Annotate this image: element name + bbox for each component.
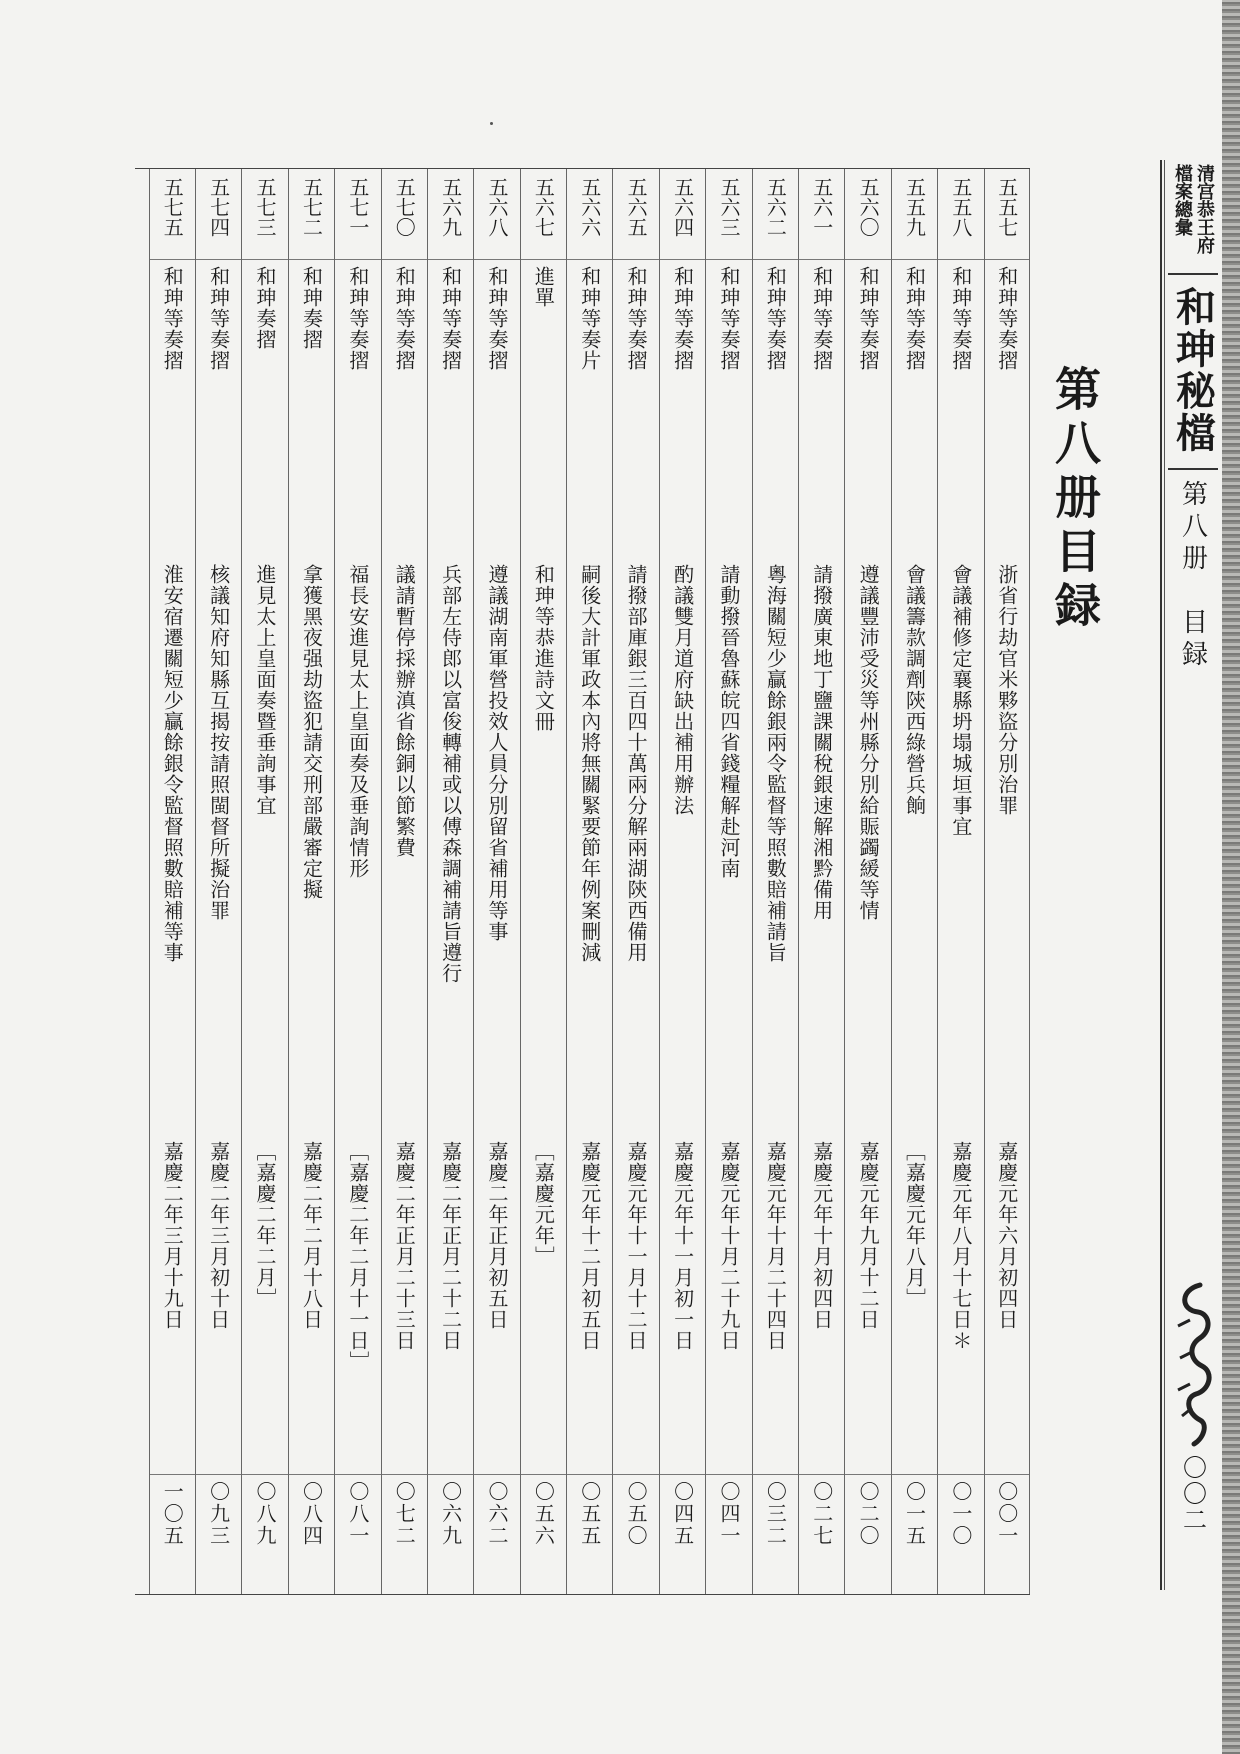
entry-page [521,1481,566,1591]
entry-date [196,1141,241,1461]
cell-divider [521,259,566,260]
cell-divider [799,259,844,260]
cell-divider [938,1474,983,1475]
entry-page-text: 〇二七 [809,1481,834,1547]
entry-number [474,177,519,262]
entry-title-text: 福長安進見太上皇面奏及垂詢情形 [345,564,370,879]
entry-page-text: 〇二〇 [856,1481,881,1547]
document-type [335,266,380,566]
entry-date-text: 嘉慶二年正月二十二日 [438,1141,463,1351]
toc-row [381,169,427,1594]
toc-row [195,169,241,1594]
entry-number [335,177,380,262]
cell-divider [613,1474,658,1475]
document-type-text: 和珅等奏摺 [856,266,881,371]
document-type-text: 和珅等奏摺 [809,266,834,371]
cell-divider [289,259,334,260]
entry-number-text: 五七二 [299,177,324,237]
cell-divider [845,259,890,260]
entry-title-text: 酌議雙月道府缺出補用辦法 [670,564,695,816]
entry-number-text: 五六八 [485,177,509,237]
entry-date-text: ［嘉慶元年］ [531,1141,556,1267]
entry-number [289,177,334,262]
cell-divider [753,259,798,260]
document-type [382,266,427,566]
entry-title [289,564,334,1164]
series-line-1: 清宫恭王府 [1194,164,1215,254]
binding-edge [1222,0,1240,1754]
entry-title [892,564,937,1164]
toc-row [241,169,287,1594]
toc-row [288,169,334,1594]
entry-date-text: 嘉慶二年三月十九日 [160,1141,185,1330]
entry-page [799,1481,844,1591]
entry-number [845,177,890,262]
entry-date-text: 嘉慶元年十月初四日 [809,1141,834,1330]
document-type [845,266,890,566]
document-type [753,266,798,566]
document-type [660,266,705,566]
entry-page-text: 〇六九 [438,1481,463,1547]
entry-number-text: 五六三 [716,177,741,237]
entry-number [938,177,983,262]
entry-page [150,1481,195,1591]
cell-divider [938,259,983,260]
document-type-text: 進單 [531,266,556,308]
entry-page [845,1481,890,1591]
cell-divider [567,259,612,260]
cell-divider [892,1474,937,1475]
document-type [567,266,612,566]
paper-speck [490,122,493,125]
entry-title [706,564,751,1164]
toc-table [135,168,1030,1595]
entry-page-text: 〇五六 [531,1481,556,1547]
cell-divider [474,1474,519,1475]
entry-number-text: 五六五 [624,177,649,237]
entry-date [799,1141,844,1461]
entry-date [289,1141,334,1461]
entry-page-text: 〇〇一 [994,1481,1019,1547]
entry-title-text: 進見太上皇面奏暨垂詢事宜 [253,564,278,816]
page-heading-text: 第八册目録 [1048,365,1102,635]
document-type [521,266,566,566]
toc-row [520,169,566,1594]
toc-row [798,169,844,1594]
entry-number [706,177,751,262]
toc-row [844,169,890,1594]
entry-date [567,1141,612,1461]
entry-page [474,1481,519,1591]
toc-row [566,169,612,1594]
document-type [706,266,751,566]
cell-divider [428,259,473,260]
entry-number-text: 五六四 [670,177,695,237]
entry-number [753,177,798,262]
entry-date-text: 嘉慶二年三月初十日 [206,1141,231,1330]
entry-number-text: 五五八 [948,177,973,237]
cell-divider [706,259,751,260]
entry-date [382,1141,427,1461]
entry-number-text: 五七一 [345,177,370,237]
cell-divider [242,259,287,260]
volume-label-text: 第八册 目録 [1177,480,1208,672]
entry-title-text: 議請暫停採辦滇省餘銅以節繁費 [392,564,417,858]
document-type-text: 和珅等奏片 [577,266,602,371]
entry-title [521,564,566,1164]
cell-divider [474,259,519,260]
toc-row [612,169,658,1594]
document-type [892,266,937,566]
document-type [613,266,658,566]
cell-divider [985,1474,1029,1475]
entry-title-text: 嗣後大計軍政本內將無關緊要節年例案刪減 [577,564,602,963]
document-type-text: 和珅等奏摺 [345,266,370,371]
entry-date [150,1141,195,1461]
entry-date-text: ［嘉慶二年二月］ [253,1141,278,1309]
document-type [799,266,844,566]
document-type-text: 和珅等奏摺 [206,266,231,371]
entry-title [242,564,287,1164]
entry-title [150,564,195,1164]
entry-page [382,1481,427,1591]
entry-page [938,1481,983,1591]
entry-number-text: 五六二 [763,177,788,237]
entry-date-text: 嘉慶二年正月二十三日 [392,1141,417,1351]
toc-row [984,169,1030,1594]
entry-number-text: 五五七 [994,177,1019,237]
document-type-text: 和珅等奏摺 [438,266,463,371]
entry-title-text: 粵海關短少贏餘銀兩令監督等照數賠補請旨 [763,564,788,963]
entry-title [382,564,427,1164]
document-type-text: 和珅奏摺 [299,266,324,350]
entry-date [660,1141,705,1461]
entry-page-text: 〇八九 [253,1481,278,1547]
entry-page-text: 〇五五 [577,1481,602,1547]
entry-title [938,564,983,1164]
entry-date [845,1141,890,1461]
entry-title [335,564,380,1164]
entry-date [985,1141,1029,1461]
entry-date-text: 嘉慶元年十月二十九日 [716,1141,741,1351]
entry-page-text: 〇三二 [763,1481,788,1547]
entry-number [613,177,658,262]
cell-divider [521,1474,566,1475]
entry-title-text: 拿獲黑夜强劫盜犯請交刑部嚴審定擬 [299,564,324,900]
entry-page-text: 〇八四 [299,1481,324,1547]
toc-row [937,169,983,1594]
page-number-text: 〇〇二 [1178,1455,1207,1533]
entry-number [428,177,473,262]
cell-divider [150,1474,195,1475]
entry-page [428,1481,473,1591]
entry-title-text: 請撥部庫銀三百四十萬兩分解兩湖陝西備用 [624,564,649,963]
entry-date-text: 嘉慶二年正月初五日 [485,1141,509,1330]
cell-divider [799,1474,844,1475]
cell-divider [335,1474,380,1475]
cell-divider [613,259,658,260]
toc-row [334,169,380,1594]
document-type-text: 和珅等奏摺 [994,266,1019,371]
cell-divider [196,1474,241,1475]
toc-row [473,169,519,1594]
entry-date-text: 嘉慶元年八月十七日＊ [948,1141,973,1351]
entry-number [567,177,612,262]
document-type [242,266,287,566]
toc-row [705,169,751,1594]
entry-title-text: 會議籌款調劑陝西綠營兵餉 [902,564,927,816]
document-type [428,266,473,566]
entry-page [196,1481,241,1591]
toc-row [149,169,195,1594]
entry-date-text: 嘉慶元年十一月十二日 [624,1141,649,1351]
entry-date [613,1141,658,1461]
entry-date [706,1141,751,1461]
document-type-text: 和珅等奏摺 [763,266,788,371]
entry-number [242,177,287,262]
entry-title [613,564,658,1164]
document-type-text: 和珅等奏摺 [902,266,927,371]
entry-page-text: 一〇五 [160,1481,185,1547]
document-type-text: 和珅等奏摺 [716,266,741,371]
entry-date [892,1141,937,1461]
entry-title-text: 核議知府知縣互揭按請照閩督所擬治罪 [206,564,231,921]
cell-divider [382,1474,427,1475]
entry-date [938,1141,983,1461]
entry-page [985,1481,1029,1591]
entry-title-text: 浙省行劫官米夥盜分別治罪 [994,564,1019,816]
entry-date-text: 嘉慶元年十二月初五日 [577,1141,602,1351]
entry-page [613,1481,658,1591]
entry-title-text: 淮安宿遷關短少贏餘銀令監督照數賠補等事 [160,564,185,963]
series-title [1168,160,1218,275]
cell-divider [845,1474,890,1475]
cell-divider [706,1474,751,1475]
entry-page-text: 〇一〇 [948,1481,973,1547]
document-type [289,266,334,566]
cell-divider [660,1474,705,1475]
entry-number [799,177,844,262]
document-type [150,266,195,566]
entry-title-text: 會議補修定襄縣坍塌城垣事宜 [948,564,973,837]
document-type-text: 和珅等奏摺 [670,266,695,371]
entry-page [289,1481,334,1591]
cell-divider [335,259,380,260]
dragon-ornament-icon [1170,1280,1220,1450]
document-type-text: 和珅等奏摺 [624,266,649,371]
entry-page-text: 〇四一 [716,1481,741,1547]
series-line-2: 檔案總彙 [1172,164,1193,236]
entry-number-text: 五六六 [577,177,602,237]
book-title-text: 和珅秘檔 [1169,286,1217,454]
entry-page [660,1481,705,1591]
document-type-text: 和珅等奏摺 [392,266,417,371]
entry-date [753,1141,798,1461]
document-type [938,266,983,566]
entry-title [845,564,890,1164]
entry-date-text: 嘉慶元年六月初四日 [994,1141,1019,1330]
cell-divider [150,259,195,260]
entry-title [428,564,473,1164]
entry-number-text: 五六一 [809,177,834,237]
entry-title-text: 請撥廣東地丁鹽課關稅銀速解湘黔備用 [809,564,834,921]
entry-page [892,1481,937,1591]
document-type-text: 和珅等奏摺 [485,266,509,371]
entry-number-text: 五七四 [206,177,231,237]
entry-title [660,564,705,1164]
toc-row [752,169,798,1594]
entry-page [753,1481,798,1591]
cell-divider [660,259,705,260]
toc-row [659,169,705,1594]
entry-title [196,564,241,1164]
entry-number [382,177,427,262]
book-title [1168,280,1218,470]
entry-page-text: 〇八一 [345,1481,370,1547]
entry-number-text: 五七〇 [392,177,417,237]
entry-date [242,1141,287,1461]
entry-page-text: 〇九三 [206,1481,231,1547]
cell-divider [985,259,1029,260]
entry-page-text: 〇六二 [485,1481,509,1547]
entry-date-text: 嘉慶元年十月二十四日 [763,1141,788,1351]
entry-title [799,564,844,1164]
entry-title [474,564,519,1164]
document-type [474,266,519,566]
entry-number-text: 五六九 [438,177,463,237]
entry-number [985,177,1029,262]
entry-number-text: 五七五 [160,177,185,237]
entry-title-text: 和珅等恭進詩文冊 [531,564,556,732]
document-type-text: 和珅奏摺 [253,266,278,350]
entry-date [474,1141,519,1461]
entry-date [521,1141,566,1461]
document-type [196,266,241,566]
cell-divider [196,259,241,260]
volume-label [1168,480,1218,672]
entry-date [428,1141,473,1461]
cell-divider [382,259,427,260]
entry-number [660,177,705,262]
entry-title-text: 兵部左侍郎以富俊轉補或以傅森調補請旨遵行 [438,564,463,984]
toc-row [891,169,937,1594]
entry-date [335,1141,380,1461]
entry-title [567,564,612,1164]
entry-number [521,177,566,262]
entry-number-text: 五六〇 [856,177,881,237]
entry-date-text: 嘉慶二年二月十八日 [299,1141,324,1330]
entry-page [706,1481,751,1591]
entry-title-text: 遵議湖南軍營投效人員分別留省補用等事 [485,564,509,942]
header-rule [1160,160,1162,1590]
entry-title-text: 遵議豐沛受災等州縣分別給賑蠲緩等情 [856,564,881,921]
document-type-text: 和珅等奏摺 [948,266,973,371]
entry-date-text: 嘉慶元年九月十二日 [856,1141,881,1330]
entry-page-text: 〇七二 [392,1481,417,1547]
cell-divider [567,1474,612,1475]
entry-title-text: 請動撥晉魯蘇皖四省錢糧解赴河南 [716,564,741,879]
cell-divider [428,1474,473,1475]
page-heading [1045,365,1105,635]
entry-page [242,1481,287,1591]
entry-page [567,1481,612,1591]
entry-number [892,177,937,262]
entry-date-text: ［嘉慶二年二月十一日］ [345,1141,370,1372]
entry-date-text: 嘉慶元年十一月初一日 [670,1141,695,1351]
entry-number-text: 五七三 [253,177,278,237]
page-number [1168,1455,1218,1533]
entry-date-text: ［嘉慶元年八月］ [902,1141,927,1309]
entry-page-text: 〇一五 [902,1481,927,1547]
cell-divider [892,259,937,260]
document-type [985,266,1029,566]
document-type-text: 和珅等奏摺 [160,266,185,371]
entry-number-text: 五六七 [531,177,556,237]
entry-number [196,177,241,262]
cell-divider [753,1474,798,1475]
cell-divider [242,1474,287,1475]
entry-page-text: 〇五〇 [624,1481,649,1547]
cell-divider [289,1474,334,1475]
entry-title [753,564,798,1164]
toc-row [427,169,473,1594]
entry-number-text: 五五九 [902,177,927,237]
entry-number [150,177,195,262]
entry-page [335,1481,380,1591]
entry-page-text: 〇四五 [670,1481,695,1547]
entry-title [985,564,1029,1164]
